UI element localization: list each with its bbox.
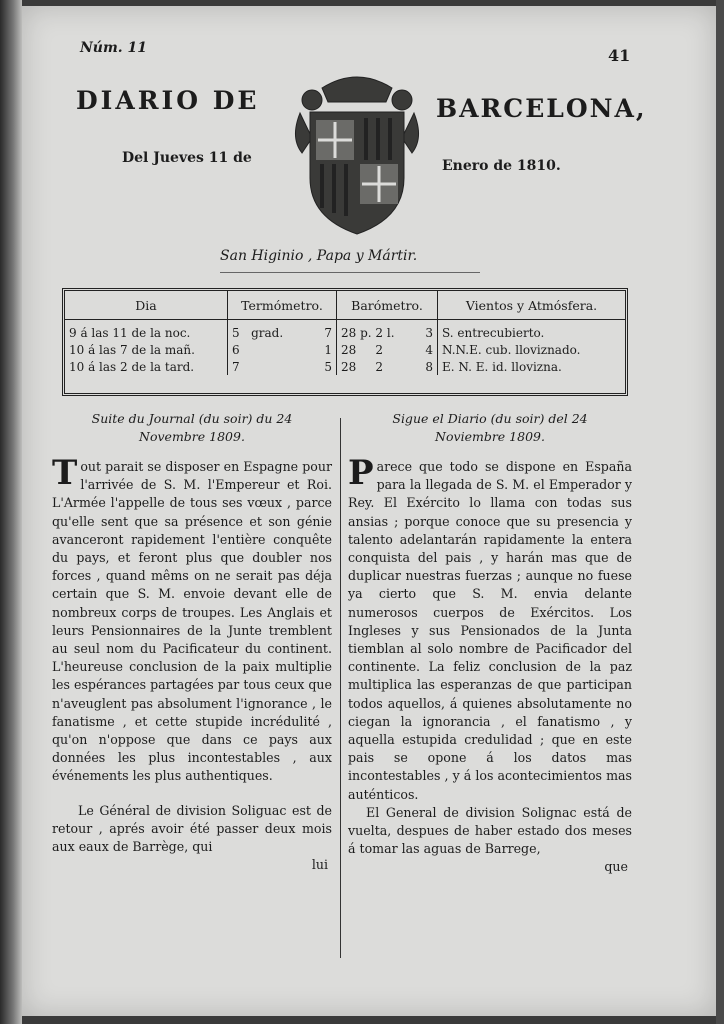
spanish-catchword: que (604, 859, 628, 875)
row-barometer: 28 p. 2 l. 3 (337, 320, 438, 342)
french-paragraph-2: Le Général de division Soliguac est de retour , aprés avoir été passer deux mois aux eaux de Barrège, qui (52, 802, 332, 855)
row-wind: S. entrecubierto. (442, 325, 545, 340)
table-row (65, 341, 625, 358)
row-wind: E. N. E. id. llovizna. (442, 359, 562, 374)
barcelona-coat-of-arms-icon (282, 68, 432, 238)
french-column (52, 410, 332, 874)
french-body (52, 453, 332, 874)
weather-table (62, 288, 628, 396)
row-time: 10 á las 2 de la tard. (65, 358, 228, 375)
newspaper-page (22, 6, 716, 1016)
row-time: 10 á las 7 de la mañ. (65, 341, 228, 358)
header-thermometer: Termómetro. (228, 291, 337, 320)
book-spine (0, 0, 22, 1024)
spanish-heading: Sigue el Diario (du soir) del 24 Noviembre 1809. (392, 411, 588, 444)
spanish-column (348, 410, 632, 877)
header-winds: Vientos y Atmósfera. (438, 291, 626, 320)
row-barometer: 28 2 8 (337, 358, 438, 375)
french-catchword: lui (311, 857, 328, 873)
issue-number: Núm. 11 (80, 40, 148, 56)
saint-underline (220, 272, 480, 273)
date-left: Del Jueves 11 de (122, 150, 252, 166)
spanish-paragraph-2: El General de division Solignac está de vuelta, despues de haber estado dos meses á tomar las aguas de Barrege, (348, 804, 632, 857)
page-number: 41 (608, 46, 631, 65)
french-paragraph-1: Tout parait se disposer en Espagne pour l'arrivée de S. M. l'Empereur et Roi. L'Armée l'appelle de tous ses vœux , parce qu'elle sent que sa présence et son génie avanceront rapidement l'entière conquête du pays, et feront plus que doubler nos forces , quand mêms on ne serait pas déja certain que S. M. envoie devant elle de nombreux corps de troupes. Les Anglais et leurs Pensionnaires de la Junte tremblent au seul nom du Pacificateur du continent. L'heureuse conclusion de la paix multiplie les espérances partagées par tous ceux que n'aveuglent pas absolument l'ignorance , le fanatisme , et cette stupide incrédulité , qu'on n'oppose que dans ce pays aux données les plus incontestables , aux événements les plus authentiques. (52, 453, 332, 784)
date-right: Enero de 1810. (442, 158, 561, 174)
french-heading: Suite du Journal (du soir) du 24 Novembre 1809. (91, 411, 293, 444)
row-time: 9 á las 11 de la noc. (65, 320, 228, 342)
header-day: Dia (65, 291, 228, 320)
column-divider (340, 418, 341, 958)
spanish-paragraph-1: Parece que todo se dispone en España para la llegada de S. M. el Emperador y Rey. El Exército lo llama con todas sus ansias ; porque conoce que su presencia y talento adelantarán rapidamente la entera conquista del pais , y harán mas que de duplicar nuestras fuerzas ; aunque no fuese ya cierto que S. M. envia delante numerosos cuerpos de Exércitos. Los Ingleses y sus Pensionados de la Junta tiemblan al solo nombre de Pacificador del continente. La feliz conclusion de la paz multiplica las esperanzas de que participan todos aquellos, á quienes absolutamente no ciegan la ignorancia , el fanatismo , y aquella estupida credulidad ; que en este pais se opone á los datos mas incontestables , y á los acontecimientos mas auténticos. (348, 453, 632, 802)
table-row (65, 320, 625, 342)
spanish-body (348, 453, 632, 877)
page-edge (716, 0, 724, 1024)
title-right: BARCELONA, (436, 94, 647, 123)
table-row (65, 358, 625, 375)
row-barometer: 28 2 4 (337, 341, 438, 358)
header-barometer: Barómetro. (337, 291, 438, 320)
title-left: DIARIO DE (76, 86, 260, 115)
saint-of-day: San Higinio , Papa y Mártir. (220, 248, 418, 264)
row-wind: N.N.E. cub. lloviznado. (442, 342, 581, 357)
row-thermometer: 7 5 (228, 358, 337, 375)
row-thermometer: 5 grad. 7 (228, 320, 337, 342)
row-thermometer: 6 1 (228, 341, 337, 358)
